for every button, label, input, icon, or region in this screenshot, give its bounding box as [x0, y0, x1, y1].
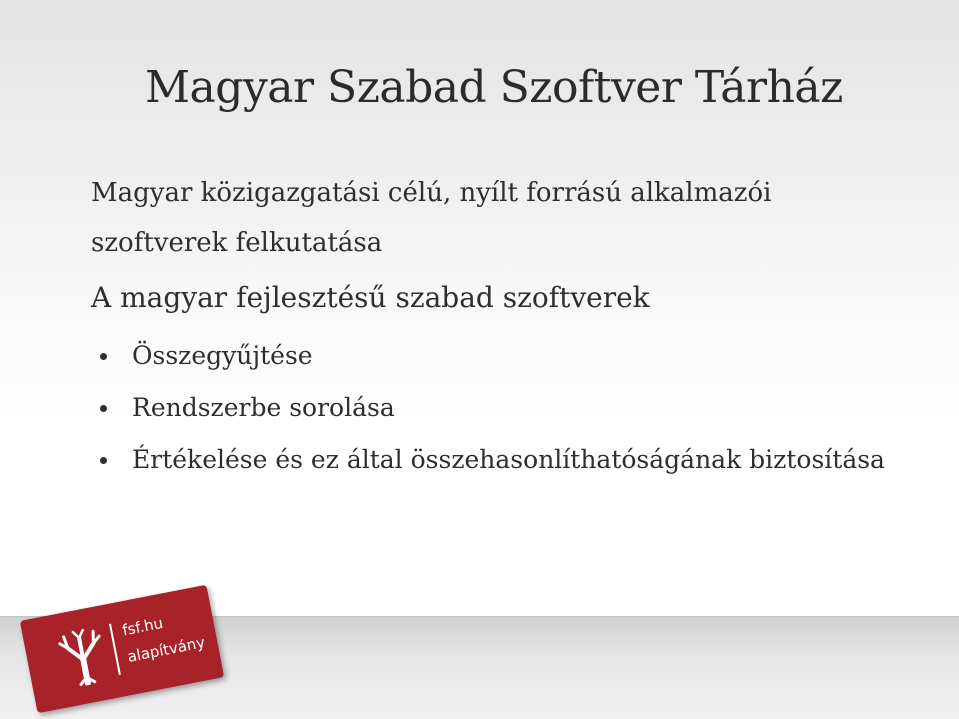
slide-subtitle: [91, 168, 911, 268]
list-item: [100, 330, 885, 382]
list-item: [100, 434, 885, 486]
logo-divider: [109, 624, 121, 675]
bullet-list: [100, 330, 885, 486]
bullet-icon: [100, 405, 107, 412]
subtitle-line: szoftverek felkutatása: [91, 228, 383, 258]
list-item-text: Rendszerbe sorolása: [132, 393, 395, 422]
bullet-icon: [100, 457, 107, 464]
logo-line2: alapítvány: [125, 633, 207, 666]
slide-title: Magyar Szabad Szoftver Tárház: [145, 62, 843, 113]
list-item-text: Értékelése és ez által összehasonlíthatóságának biztosítása: [132, 445, 885, 474]
subtitle-line: Magyar közigazgatási célú, nyílt forrású alkalmazói: [91, 178, 772, 208]
bullet-icon: [100, 353, 107, 360]
list-item-text: Összegyűjtése: [132, 341, 313, 370]
list-item: [100, 382, 885, 434]
section-heading: A magyar fejlesztésű szabad szoftverek: [91, 281, 650, 314]
logo-line1: fsf.hu: [120, 613, 165, 640]
tree-icon: [53, 623, 113, 689]
